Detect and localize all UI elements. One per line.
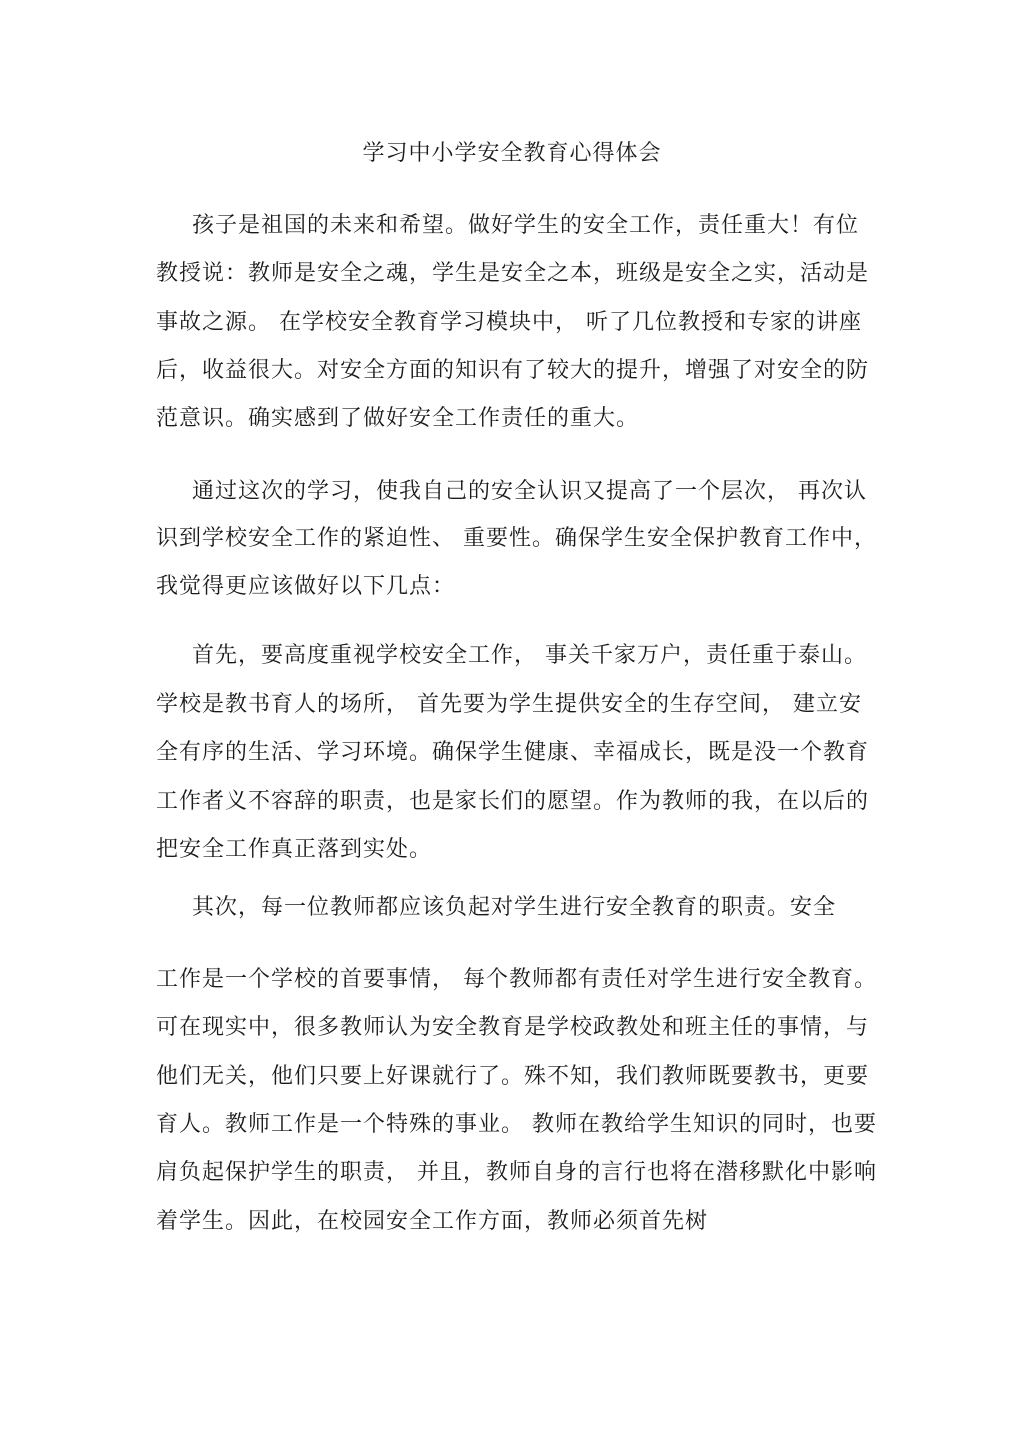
text-line: 首先，要高度重视学校安全工作， 事关千家万户，责任重于泰山。 (192, 643, 867, 668)
text-line: 后，收益很大。对安全方面的知识有了较大的提升，增强了对安全的防 (156, 358, 870, 383)
text-line: 教授说：教师是安全之魂，学生是安全之本，班级是安全之实，活动是 (156, 261, 870, 286)
text-line: 可在现实中，很多教师认为安全教育是学校政教处和班主任的事情，与 (156, 1015, 870, 1040)
text-line: 孩子是祖国的未来和希望。做好学生的安全工作，责任重大！有位 (192, 213, 860, 238)
text-line: 他们无关，他们只要上好课就行了。殊不知，我们教师既要教书，更要 (156, 1064, 870, 1089)
text-line: 我觉得更应该做好以下几点： (156, 574, 456, 599)
text-line: 范意识。确实感到了做好安全工作责任的重大。 (156, 406, 640, 431)
text-line: 其次，每一位教师都应该负起对学生进行安全教育的职责。安全 (192, 895, 837, 920)
text-line: 事故之源。 在学校安全教育学习模块中， 听了几位教授和专家的讲座 (156, 310, 862, 335)
text-line: 工作是一个学校的首要事情， 每个教师都有责任对学生进行安全教育。 (156, 967, 877, 992)
text-line: 肩负起保护学生的职责， 并且，教师自身的言行也将在潜移默化中影响 (156, 1160, 877, 1185)
text-line: 工作者义不容辞的职责，也是家长们的愿望。作为教师的我，在以后的 (156, 789, 870, 814)
document-title: 学习中小学安全教育心得体会 (362, 141, 662, 166)
text-line: 着学生。因此，在校园安全工作方面，教师必须首先树 (156, 1209, 709, 1234)
text-line: 把安全工作真正落到实处。 (156, 837, 433, 862)
text-line: 学校是教书育人的场所， 首先要为学生提供安全的生存空间， 建立安 (156, 692, 862, 717)
text-line: 通过这次的学习，使我自己的安全认识又提高了一个层次， 再次认 (192, 479, 867, 504)
text-line: 识到学校安全工作的紧迫性、 重要性。确保学生安全保护教育工作中， (156, 526, 877, 551)
text-line: 全有序的生活、学习环境。确保学生健康、幸福成长，既是没一个教育 (156, 740, 870, 765)
text-line: 育人。教师工作是一个特殊的事业。 教师在教给学生知识的同时，也要 (156, 1112, 877, 1137)
